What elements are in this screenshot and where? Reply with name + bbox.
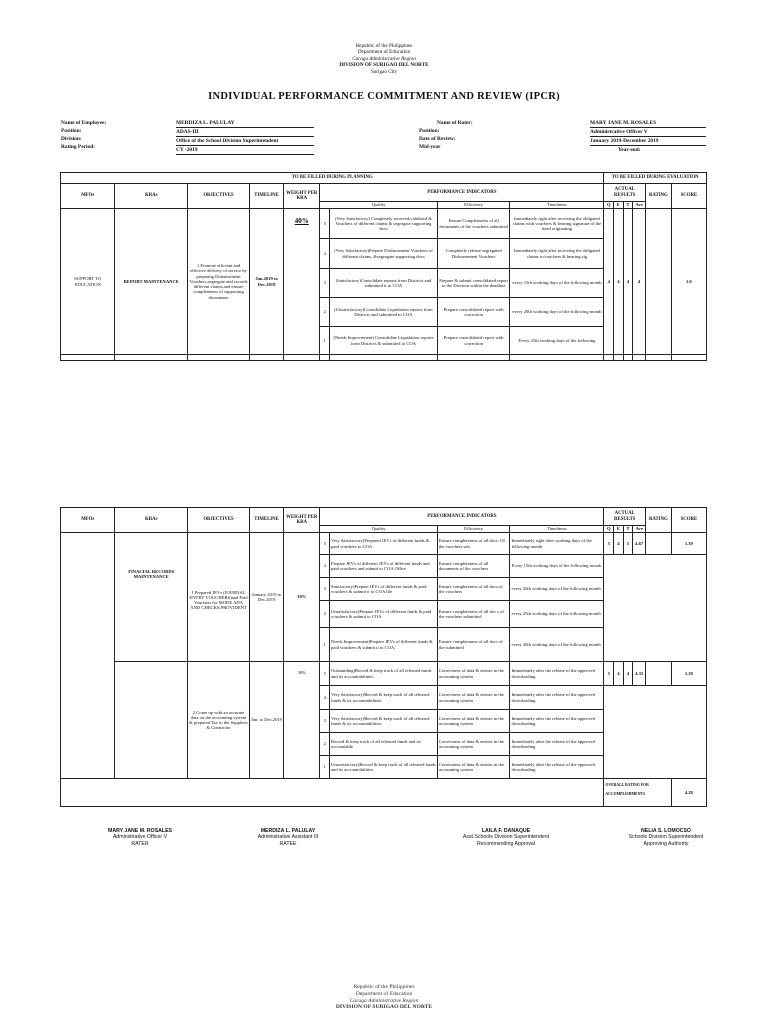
col-score: SCORE (671, 184, 706, 209)
indicator-timeliness: Immediately after the release of the approved downloading (510, 686, 604, 710)
spacer-cell (249, 355, 283, 361)
evaluation-section-label: TO BE FILLED DURING EVALUATION (604, 173, 707, 184)
sub-t: T (623, 526, 633, 533)
spacer-cell (330, 355, 438, 361)
sub-timeliness: Timeliness (510, 202, 604, 209)
mfo-cell (61, 533, 115, 779)
indicator-timeliness: Immediately after the release of the approved downloading (510, 710, 604, 733)
sub-efficiency: Efficiency (437, 526, 510, 533)
indicator-score: 5 (320, 533, 330, 555)
sub-efficiency: Efficiency (437, 202, 510, 209)
indicator-quality: (Very Satisfactory)Prepare Disbursement Vouchers of different claims, &segregate supporting docs (330, 239, 438, 269)
rating-period-value: CY -2019 (176, 146, 314, 155)
spacer-cell (671, 355, 706, 361)
col-kras: KRAs (115, 508, 188, 533)
spacer-cell (437, 355, 510, 361)
indicator-timeliness: every 30th working days of the following month (510, 628, 604, 662)
signature-name: LAILA F. DANAQUE (481, 828, 531, 834)
indicator-quality: (Needs Improvement) Consolidate Liquidation reports from Districts & submitted to COA (330, 327, 438, 355)
indicator-quality: (Satisfactory)Consolidate reports from Districts and submitted it to COA (330, 269, 438, 298)
employee-name-value: MERDIZA L. PALULAY (176, 119, 314, 128)
indicator-timeliness: every 25th working days of the following month (510, 601, 604, 628)
result-ave: 4 (633, 209, 646, 355)
spacer-cell (284, 355, 320, 361)
signature-recommending (436, 828, 576, 847)
indicator-efficiency: Ensure completeness of all docs.of the vouchers (437, 578, 510, 601)
indicator-quality: (Very Satisfactory) Completely received,validated & Vouchers of different claims & segregate supporting docs (330, 209, 438, 239)
signature-role: RATER (131, 840, 149, 847)
indicator-quality: Satisfactory)Prepare JEVs of different funds & paid vouchers & submit it to COA file (330, 578, 438, 601)
signature-rater (80, 828, 200, 847)
col-timeline: TIMELINE (249, 508, 283, 533)
page-title: INDIVIDUAL PERFORMANCE COMMITMENT AND REVIEW (IPCR) (208, 91, 560, 102)
indicator-timeliness: Immediately right after receiving the obligated claims w/vouchers & bearing sig (510, 239, 604, 269)
indicator-quality: Unsatisfactory)Prepare JEVs of different funds & paid vouchers & submit to COA (330, 601, 438, 628)
sub-t: T (623, 202, 633, 209)
overall-rating-value: 4.28 (671, 779, 706, 807)
indicator-score: 3 (320, 710, 330, 733)
indicator-score: 3 (320, 578, 330, 601)
objective-cell: 1.Prepared JEVs (JOURNAL ENTRY VOUCHERS)and Paid Vouchers for MODE ADA AND CHECKS,PROVIDENT (188, 533, 250, 662)
signature-title: Administrative Assistant III (257, 834, 319, 841)
result-t: 4 (623, 209, 633, 355)
col-kras: KRAs (115, 184, 188, 209)
spacer-cell (614, 355, 624, 361)
indicator-efficiency: Correctness of data & entries in the accounting system (437, 662, 510, 686)
spacer-cell (510, 355, 604, 361)
col-mfos: MFOs (61, 184, 115, 209)
indicator-quality: Outstanding)Record & keep track of all released funds and its accountabilities (330, 662, 438, 686)
result-q: 4 (604, 209, 614, 355)
signature-name: MARY JANE M. ROSALES (108, 828, 172, 834)
col-weight: WEIGHT PER KRA (284, 508, 320, 533)
indicator-score: 5 (320, 209, 330, 239)
employee-name-label: Name of Employee: (61, 120, 107, 126)
indicator-efficiency: Prepare consolidated report with correction (437, 327, 510, 355)
indicator-score: 2 (320, 298, 330, 327)
signature-role: Approving Authority (643, 840, 689, 847)
indicator-timeliness: every 15th working days of the following month (510, 269, 604, 298)
indicator-efficiency: Correctness of data & entries in the accounting system (437, 686, 510, 710)
indicator-efficiency: Ensure completeness of all documents of the vouchers (437, 555, 510, 578)
indicator-quality: Very Satisfactory)Prepared JEVs of different funds & paid vouchers to COA (330, 533, 438, 555)
ipcr-table-1 (60, 172, 707, 361)
indicator-timeliness: Every 15th working days of the following month (510, 555, 604, 578)
col-weight: WEIGHT PER KRA (284, 184, 320, 209)
rater-name-label: Name of Rater: (437, 120, 473, 126)
signature-title: Administrative Officer V (112, 834, 168, 841)
indicator-timeliness: Immediately right after receiving the obligated claims with vouchers & bearing signature of the head originating (510, 209, 604, 239)
spacer-cell (320, 355, 330, 361)
col-mfos: MFOs (61, 508, 115, 533)
weight-cell (284, 209, 320, 355)
col-actual-results: ACTUAL RESULTS (604, 184, 646, 202)
sub-timeliness: Timeliness (510, 526, 604, 533)
sub-quality: Quality (320, 526, 437, 533)
indicator-quality: Record & keep track of all released funds and its accountable (330, 733, 438, 756)
indicator-score: 1 (320, 628, 330, 662)
indicator-timeliness: Immediately after the release of the approved downloading (510, 733, 604, 756)
result-rating (646, 662, 672, 686)
footer-region: Caraga Administrative Region (349, 997, 419, 1004)
indicator-efficiency: Ensure completeness of all docs of the submitted (437, 628, 510, 662)
results-blank-cell (604, 686, 707, 779)
signature-role: Recommending Approval (477, 840, 535, 847)
employee-position-value: ADAS-III (176, 128, 314, 137)
col-rating: RATING (646, 508, 672, 533)
indicator-score: 5 (320, 662, 330, 686)
header-division: DIVISION OF SURIGAO DEL NORTE (339, 62, 429, 69)
overall-rating-label (604, 779, 671, 807)
spacer-cell (188, 355, 250, 361)
result-q: 5 (604, 533, 614, 555)
indicator-efficiency: Ensure completeness of all docs. Of the vouchers sub (437, 533, 510, 555)
rater-name-value: MARY JANE M. ROSALES (590, 119, 706, 128)
timeline-cell: Jan.2019 to Dec.2019 (249, 209, 283, 355)
weight-cell-2: 30% (284, 662, 320, 779)
indicator-score: 1 (320, 756, 330, 779)
header-region: Caraga Administrative Region (352, 55, 416, 62)
overall-label-line2: ACCOMPLISHMENTS (605, 792, 646, 796)
indicator-quality: Unsatisfactory)Record & keep track of all released funds and its accountabilities (330, 756, 438, 779)
signature-name: NELIA S. LOMOCSO (641, 828, 691, 834)
result-score: 1.29 (671, 662, 706, 686)
col-objectives: OBJECTIVES (188, 508, 250, 533)
indicator-timeliness: Every 25th working days of the following (510, 327, 604, 355)
info-left-labels (61, 119, 181, 151)
result-rating (646, 209, 672, 355)
spacer-cell (604, 355, 614, 361)
indicator-efficiency: Correctness of data & entries in the accounting system (437, 756, 510, 779)
yearend-label: Year-end: (618, 147, 641, 153)
indicator-score: 4 (320, 555, 330, 578)
col-performance-indicators: PERFORMANCE INDICATORS (320, 508, 604, 526)
indicator-score: 2 (320, 601, 330, 628)
indicator-efficiency: Completely release segregated Disbursement Vouchers (437, 239, 510, 269)
result-ave: 4.67 (633, 533, 646, 555)
results-blank-cell (604, 555, 707, 662)
midyear-label: Mid-year (419, 144, 441, 150)
indicator-timeliness: every 20th working days of the following month (510, 578, 604, 601)
sub-ave: Ave (633, 202, 646, 209)
signature-name: MERDIZA L. PALULAY (260, 828, 316, 834)
footer-republic: Republic of the Philippines (353, 984, 415, 990)
kra-cell-2 (115, 662, 188, 779)
mfo-cell: SUPPORT TO EDUCATION (61, 209, 115, 355)
rater-position-label: Position: (419, 128, 440, 134)
result-t: 4 (623, 662, 633, 686)
indicator-quality: Very Satisfactory)Record & keep track of all released funds & its accountabilities (330, 710, 438, 733)
employee-division-label: Division: (61, 136, 82, 142)
indicator-efficiency: Prepare & submit consolidated report to the Division within the deadline (437, 269, 510, 298)
indicator-quality: Very Satisfactory)Record & keep track of all released funds & its accountabilities (330, 686, 438, 710)
info-right-values (590, 119, 706, 154)
result-ave: 4.33 (633, 662, 646, 686)
indicator-timeliness: Immediately after the release of the approved downloading (510, 662, 604, 686)
indicator-efficiency: Correctness of data & entries in the accounting system (437, 733, 510, 756)
signature-role: RATEE (279, 840, 297, 847)
info-right-labels (419, 119, 529, 151)
indicator-quality: Prepare JEVs of different JEVs of different funds and paid vouchers and submit to COA Office (330, 555, 438, 578)
indicator-score: 1 (320, 327, 330, 355)
col-rating: RATING (646, 184, 672, 209)
overall-label-line1: OVERALL RATING FOR (605, 783, 649, 787)
col-timeline: TIMELINE (249, 184, 283, 209)
indicator-timeliness: Immediately after the release of the approved downloading (510, 756, 604, 779)
col-performance-indicators: PERFORMANCE INDICATORS (320, 184, 604, 202)
sub-quality: Quality (320, 202, 437, 209)
footer-division: DIVISION OF SURIGAO DEL NORTE (335, 1004, 433, 1011)
weight-cell: 30% (284, 533, 320, 662)
timeline-cell: January 2019 to Dec.2019 (249, 533, 283, 662)
objective-cell: 1.Promote efficient and effective delivery of service by preparing Disbursement Vouchers,segregate and records different claims,and ensure completeness of supporting documents (188, 209, 250, 355)
result-e: 4 (614, 662, 624, 686)
rater-position-value: Administrative Officer V (590, 128, 706, 137)
planning-section-label: TO BE FILLED DURING PLANNING (61, 173, 604, 184)
result-score: 1.6 (671, 209, 706, 355)
result-q: 5 (604, 662, 614, 686)
result-e: 4 (614, 533, 624, 555)
indicator-efficiency: Prepare consolidated report with correction (437, 298, 510, 327)
indicator-score: 4 (320, 686, 330, 710)
result-score: 1.39 (671, 533, 706, 555)
overall-blank-cell (61, 779, 604, 807)
sub-q: Q (604, 202, 614, 209)
indicator-score: 4 (320, 239, 330, 269)
sub-ave: Ave (633, 526, 646, 533)
employee-position-label: Position: (61, 128, 82, 134)
signature-ratee (228, 828, 348, 847)
info-left-values (176, 119, 314, 155)
document-header (0, 43, 768, 75)
col-score: SCORE (671, 508, 706, 533)
ipcr-table-2 (60, 507, 707, 807)
indicator-score: 2 (320, 733, 330, 756)
indicator-timeliness: every 20th working days of the following month (510, 298, 604, 327)
signature-title: Asst.Schools Division Superintendent (462, 834, 550, 841)
sub-e: E (614, 202, 624, 209)
indicator-efficiency: Ensure completeness of all doc s of the vouchers submitted (437, 601, 510, 628)
col-objectives: OBJECTIVES (188, 184, 250, 209)
rating-period-label: Rating Period: (61, 144, 95, 150)
kra-cell: FINACIAL RECORDS MAINTENANCE (115, 533, 188, 662)
sub-e: E (614, 526, 624, 533)
indicator-quality: Needs Improvement)Prepare JEVs of different funds & paid vouchers & submit it to COA. (330, 628, 438, 662)
employee-division-value: Office of the School Division Superintendent (176, 137, 314, 146)
footer-deped: Department of Education (355, 990, 413, 997)
objective-cell-2: 2.Come up with an accurate data on the accounting system & prepared Tax to the Suppliers & Contractor (188, 662, 250, 779)
timeline-cell-2: Jan. to Dec.2019 (249, 662, 283, 779)
spacer-cell (623, 355, 633, 361)
review-date-label: Date of Review: (419, 136, 456, 142)
review-date-value: January 2019-December 2019 (590, 137, 706, 146)
indicator-efficiency: Ensure Completeness of all documents of the vouchers submitted (437, 209, 510, 239)
spacer-cell (646, 355, 672, 361)
col-actual-results: ACTUAL RESULTS (604, 508, 646, 526)
spacer-cell (633, 355, 646, 361)
indicator-quality: (Unsatisfactory)Consolidate Liquidation reports from Districts and submitted to COA (330, 298, 438, 327)
indicator-timeliness: Immediately right after working days of the following month (510, 533, 604, 555)
spacer-cell (115, 355, 188, 361)
next-page-header (0, 984, 768, 1011)
indicator-efficiency: Correctness of data & entries in the accounting system (437, 710, 510, 733)
indicator-score: 3 (320, 269, 330, 298)
header-deped: Department of Education (357, 49, 411, 56)
header-city: Surigao City (370, 68, 398, 75)
kra-cell: REPORT MAINTENANCE (115, 209, 188, 355)
result-rating (646, 533, 672, 555)
signature-approving (596, 828, 736, 847)
signature-title: Schools Division Superintendent (628, 834, 704, 841)
header-republic: Republic of the Philippines (355, 43, 413, 49)
weight-value: 40% (294, 217, 309, 225)
result-t: 5 (623, 533, 633, 555)
spacer-cell (61, 355, 115, 361)
result-e: 4 (614, 209, 624, 355)
sub-q: Q (604, 526, 614, 533)
